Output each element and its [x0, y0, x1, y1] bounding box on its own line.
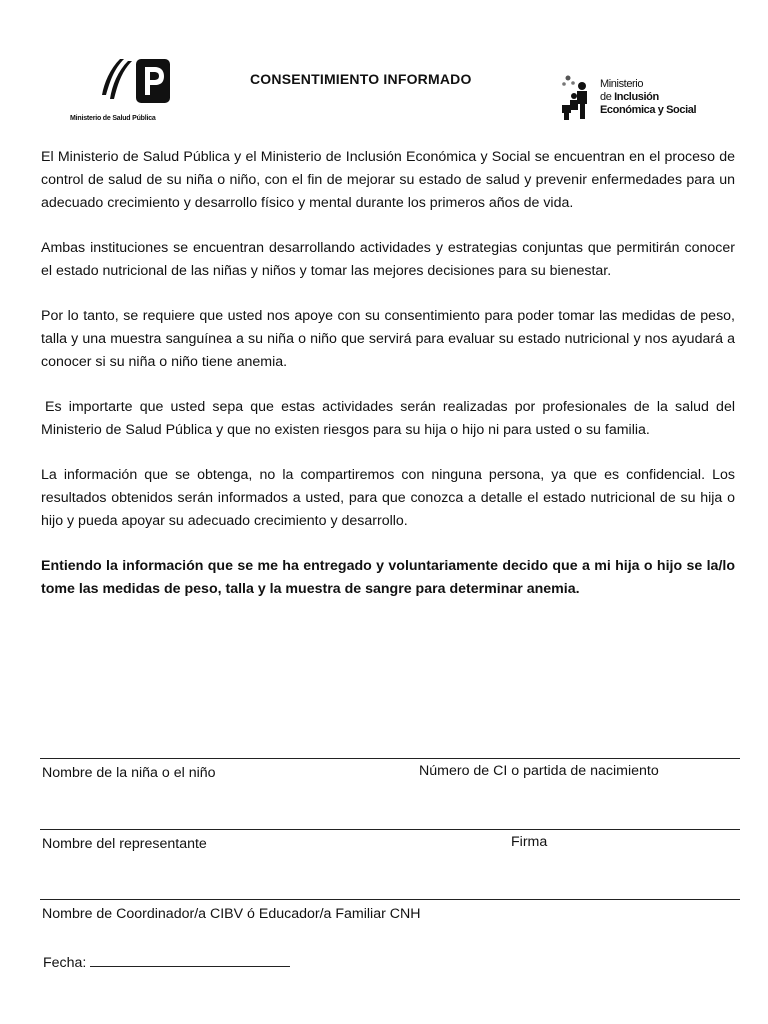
child-name-line[interactable]	[40, 758, 740, 759]
paragraph-safety: Es importarte que usted sepa que estas actividades serán realizadas por profesionales de la salud del Ministerio de Salud Pública y que no existen riesgos para su hija o hijo ni para usted o su familia.	[41, 399, 735, 438]
mies-logo	[560, 72, 740, 124]
date-row	[43, 952, 290, 971]
mies-logo-line2	[600, 91, 696, 104]
msp-logo-caption: Ministerio de Salud Pública	[70, 115, 156, 122]
signature-label: Firma	[511, 834, 548, 850]
paragraph-institutions: Ambas instituciones se encuentran desarrollando actividades y estrategias conjuntas que permitirán conocer el estado nutricional de las niñas y niños y tomar las mejores decisiones para su bienestar.	[41, 240, 735, 279]
consent-declaration: Entiendo la información que se me ha entregado y voluntariamente decido que a mi hija o hijo se la/lo tome las medidas de peso, talla y la muestra de sangre para determinar anemia.	[41, 558, 735, 597]
mies-logo-icon	[560, 72, 600, 124]
msp-logo	[70, 55, 200, 127]
coordinator-label: Nombre de Coordinador/a CIBV ó Educador/a Familiar CNH	[42, 906, 421, 922]
mies-logo-line2-prefix: de	[600, 91, 615, 103]
date-input-line[interactable]	[90, 952, 290, 967]
paragraph-intro: El Ministerio de Salud Pública y el Ministerio de Inclusión Económica y Social se encuentran en el proceso de control de salud de su niña o niño, con el fin de mejorar su estado de salud y prevenir enfermedades para un adecuado crecimiento y desarrollo físico y mental durante los primeros años de vida.	[41, 149, 735, 211]
mies-logo-line3: Económica y Social	[600, 104, 697, 116]
id-number-label: Número de CI o partida de nacimiento	[419, 763, 659, 779]
date-label: Fecha:	[43, 955, 87, 971]
mies-logo-text	[600, 78, 696, 117]
paragraph-confidentiality: La información que se obtenga, no la compartiremos con ninguna persona, ya que es confidencial. Los resultados obtenidos serán informados a usted, para que conozca a detalle el estado nutricional de su hija o hijo y pueda apoyar su adecuado crecimiento y desarrollo.	[41, 467, 735, 529]
representative-name-label: Nombre del representante	[42, 836, 207, 852]
paragraph-request: Por lo tanto, se requiere que usted nos apoye con su consentimiento para poder tomar las medidas de peso, talla y una muestra sanguínea a su niña o niño que servirá para evaluar su estado nutricional y nos ayudará a conocer si su niña o niño tiene anemia.	[41, 308, 735, 370]
child-name-label: Nombre de la niña o el niño	[42, 765, 216, 781]
mies-logo-line2-bold: Inclusión	[614, 91, 659, 103]
msp-logo-icon	[98, 55, 174, 115]
mies-logo-line1: Ministerio	[600, 78, 644, 90]
consent-body	[41, 146, 735, 623]
representative-line[interactable]	[40, 829, 740, 830]
coordinator-line[interactable]	[40, 899, 740, 900]
page-title: CONSENTIMIENTO INFORMADO	[250, 71, 472, 87]
